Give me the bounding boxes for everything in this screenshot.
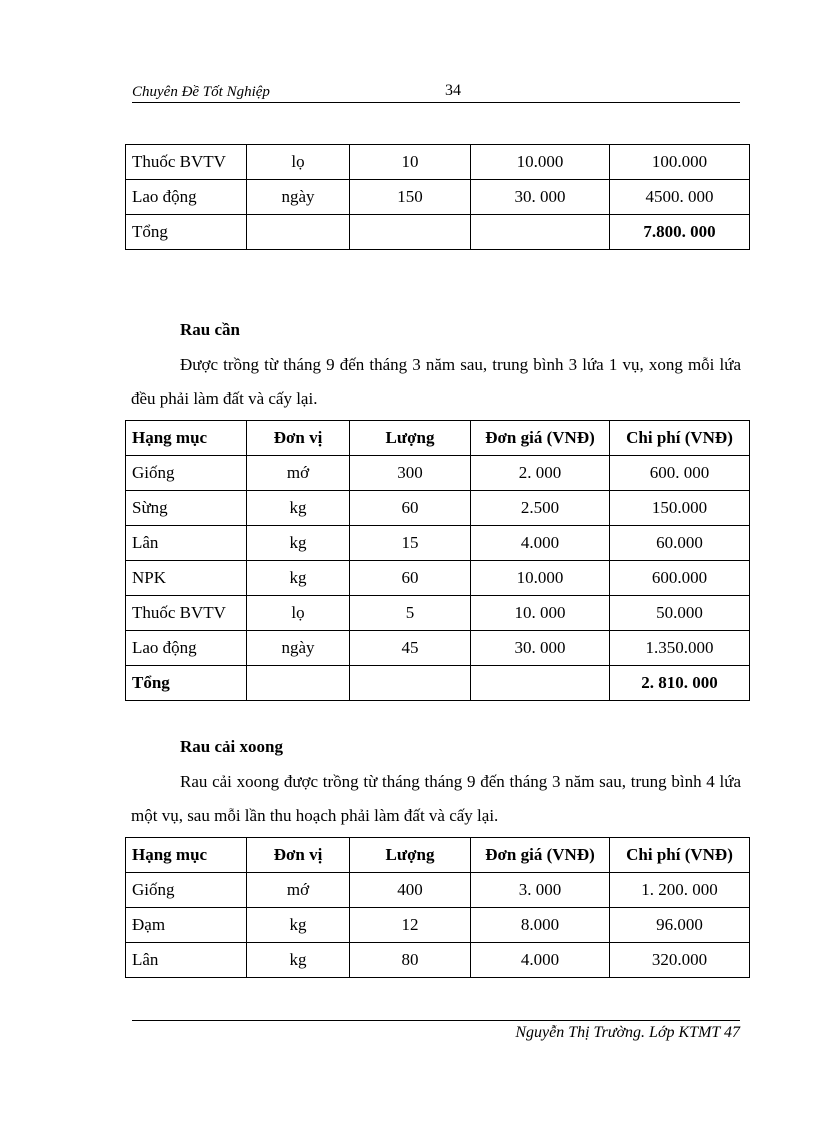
column-header: Đơn giá (VNĐ) [471, 421, 610, 456]
table-cell: 7.800. 000 [610, 215, 750, 250]
table-row-total [126, 666, 750, 701]
table-row [126, 145, 750, 180]
cost-table-rau-can [125, 420, 750, 701]
table-cell: kg [247, 526, 350, 561]
section-title-rau-can: Rau cần [180, 320, 240, 339]
table-header-row [126, 421, 750, 456]
table-cell: lọ [247, 145, 350, 180]
header-title: Chuyên Đề Tốt Nghiệp [132, 84, 270, 100]
table-cell: NPK [126, 561, 247, 596]
table-cell: lọ [247, 596, 350, 631]
table-cell: 10.000 [471, 145, 610, 180]
table-cell: 60 [350, 561, 471, 596]
table-row [126, 596, 750, 631]
column-header: Chi phí (VNĐ) [610, 838, 750, 873]
table-cell: Giống [126, 456, 247, 491]
table-header-row [126, 838, 750, 873]
table-cell: ngày [247, 631, 350, 666]
table-cell: Lân [126, 526, 247, 561]
table-cell: Lao động [126, 631, 247, 666]
table-cell: Giống [126, 873, 247, 908]
table-cell: 2. 000 [471, 456, 610, 491]
table-cell: 96.000 [610, 908, 750, 943]
table-cell: kg [247, 943, 350, 978]
table-cell: mớ [247, 873, 350, 908]
table-row [126, 943, 750, 978]
cost-table-rau-cai-xoong [125, 837, 750, 978]
paragraph-rau-cai-xoong: Rau cải xoong được trồng từ tháng tháng 9 đến tháng 3 năm sau, trung bình 4 lứa một vụ, sau mỗi lần thu hoạch phải làm đất và cấy lại. [131, 772, 741, 825]
table-cell: 600. 000 [610, 456, 750, 491]
table-cell: Sừng [126, 491, 247, 526]
footer-rule [132, 1020, 740, 1021]
table-row [126, 491, 750, 526]
table-cell [350, 666, 471, 701]
column-header: Hạng mục [126, 421, 247, 456]
table-cell: 10 [350, 145, 471, 180]
table-cell: 1.350.000 [610, 631, 750, 666]
table-cell: 50.000 [610, 596, 750, 631]
table-cell: 4.000 [471, 943, 610, 978]
table-cell: 300 [350, 456, 471, 491]
table-cell: 10.000 [471, 561, 610, 596]
table-row [126, 561, 750, 596]
table-cell: 80 [350, 943, 471, 978]
table-cell: 8.000 [471, 908, 610, 943]
table-cell: kg [247, 561, 350, 596]
paragraph-rau-can: Được trồng từ tháng 9 đến tháng 3 năm sau, trung bình 3 lứa 1 vụ, xong mỗi lứa đều phải làm đất và cấy lại. [131, 355, 741, 408]
table-cell: Lân [126, 943, 247, 978]
table-row [126, 908, 750, 943]
table-row [126, 631, 750, 666]
table-cell: ngày [247, 180, 350, 215]
column-header: Chi phí (VNĐ) [610, 421, 750, 456]
table-cell: 100.000 [610, 145, 750, 180]
page-number: 34 [445, 82, 461, 99]
table-row [126, 456, 750, 491]
table-cell: Đạm [126, 908, 247, 943]
table-cell: 12 [350, 908, 471, 943]
table-cell: 5 [350, 596, 471, 631]
table-cell: 600.000 [610, 561, 750, 596]
table-cell: kg [247, 491, 350, 526]
table-cell: 60 [350, 491, 471, 526]
table-row [126, 180, 750, 215]
table-cell: Tổng [126, 666, 247, 701]
table-cell: 320.000 [610, 943, 750, 978]
table-cell [247, 666, 350, 701]
table-cell: mớ [247, 456, 350, 491]
table-cell [350, 215, 471, 250]
table-cell: 150.000 [610, 491, 750, 526]
cost-table-continued [125, 144, 750, 250]
table-cell: 4500. 000 [610, 180, 750, 215]
column-header: Hạng mục [126, 838, 247, 873]
footer-author: Nguyễn Thị Trường. Lớp KTMT 47 [515, 1024, 740, 1041]
table-cell: 1. 200. 000 [610, 873, 750, 908]
table-cell: 2.500 [471, 491, 610, 526]
table-cell: 150 [350, 180, 471, 215]
header-rule [132, 102, 740, 103]
table-cell: Lao động [126, 180, 247, 215]
table-cell: 10. 000 [471, 596, 610, 631]
table-cell [471, 215, 610, 250]
table-cell: 400 [350, 873, 471, 908]
table-cell: 2. 810. 000 [610, 666, 750, 701]
column-header: Đơn vị [247, 838, 350, 873]
table-cell: 4.000 [471, 526, 610, 561]
table-row [126, 873, 750, 908]
table-cell: Thuốc BVTV [126, 596, 247, 631]
table-cell: kg [247, 908, 350, 943]
column-header: Lượng [350, 838, 471, 873]
table-cell: Tổng [126, 215, 247, 250]
column-header: Đơn giá (VNĐ) [471, 838, 610, 873]
table-cell: 30. 000 [471, 180, 610, 215]
table-cell: Thuốc BVTV [126, 145, 247, 180]
table-cell: 30. 000 [471, 631, 610, 666]
table-cell: 60.000 [610, 526, 750, 561]
column-header: Lượng [350, 421, 471, 456]
table-cell: 15 [350, 526, 471, 561]
table-cell: 3. 000 [471, 873, 610, 908]
table-row [126, 526, 750, 561]
section-title-rau-cai-xoong: Rau cải xoong [180, 737, 283, 756]
table-cell [247, 215, 350, 250]
table-row-total [126, 215, 750, 250]
column-header: Đơn vị [247, 421, 350, 456]
table-cell: 45 [350, 631, 471, 666]
table-cell [471, 666, 610, 701]
